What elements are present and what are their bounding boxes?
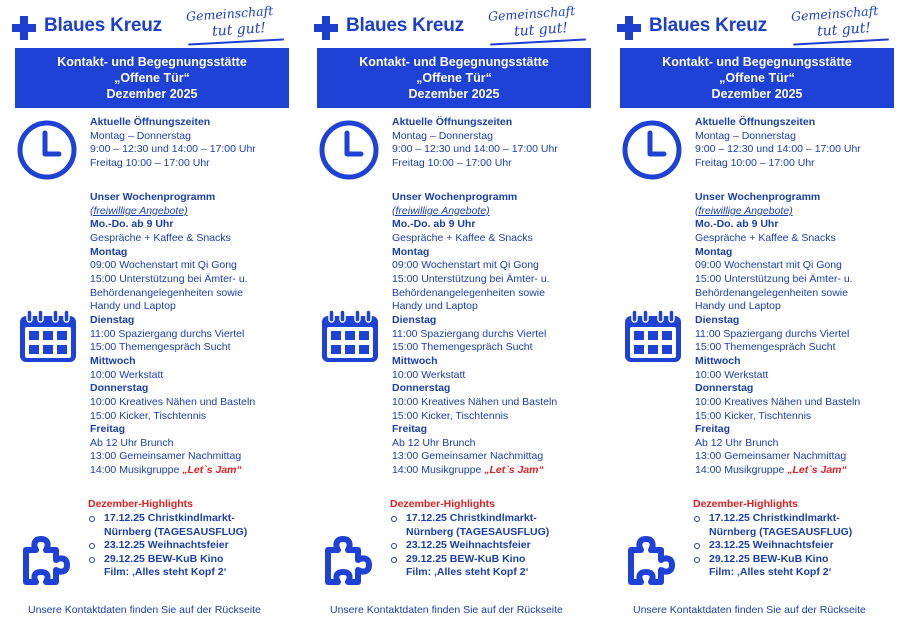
cross-logo-icon xyxy=(617,16,641,40)
program-day: Freitag xyxy=(695,423,731,436)
program-day: Donnerstag xyxy=(695,382,754,395)
program-item-music xyxy=(695,464,860,478)
bullet-circle-icon xyxy=(89,516,95,522)
program-item: 09:00 Wochenstart mit Qi Gong xyxy=(90,259,237,272)
slogan-underline xyxy=(793,38,889,45)
highlight-item xyxy=(390,553,549,580)
slogan-line2: tut gut! xyxy=(211,20,267,40)
clock-icon xyxy=(317,118,381,182)
flyer-panel-left xyxy=(0,0,300,623)
hours-line: Montag – Donnerstag xyxy=(90,129,191,142)
highlight-item xyxy=(88,512,247,539)
program-item: 10:00 Kreatives Nähen und Basteln xyxy=(392,395,558,408)
program-day: Mo.-Do. ab 9 Uhr xyxy=(392,218,476,231)
program-item: 15:00 Unterstützung bei Ämter- u. xyxy=(392,272,550,285)
highlight-line: Nürnberg (TAGESAUSFLUG) xyxy=(104,525,248,538)
program-item: 13:00 Gemeinsamer Nachmittag xyxy=(695,450,847,463)
highlights-list xyxy=(390,512,549,580)
program-block-5 xyxy=(90,423,255,478)
bullet-circle-icon xyxy=(694,516,700,522)
program-item: 15:00 Unterstützung bei Ämter- u. xyxy=(695,272,853,285)
highlight-line: 17.12.25 Christkindlmarkt- xyxy=(709,512,840,524)
music-prefix: 14:00 Musikgruppe xyxy=(695,464,788,477)
program-item: Behördenangelegenheiten sowie xyxy=(695,286,848,299)
highlight-item xyxy=(693,539,852,553)
program-item: 15:00 Themengespräch Sucht xyxy=(90,341,231,354)
highlights-list xyxy=(88,512,247,580)
program-block-4 xyxy=(392,382,557,423)
highlight-item xyxy=(390,512,549,539)
program-item: 10:00 Werkstatt xyxy=(392,368,466,381)
program-item: 15:00 Themengespräch Sucht xyxy=(695,341,836,354)
program-day: Mittwoch xyxy=(392,354,438,367)
program-item: Gespräche + Kaffee & Snacks xyxy=(90,231,231,244)
program-item: 10:00 Werkstatt xyxy=(695,368,769,381)
program-item: 15:00 Kicker, Tischtennis xyxy=(392,409,509,422)
program-block-1 xyxy=(90,246,255,314)
program-title: Unser Wochenprogramm xyxy=(695,191,821,203)
bullet-circle-icon xyxy=(89,543,95,549)
slogan-underline xyxy=(188,38,284,45)
flyer-panel-middle xyxy=(302,0,602,623)
program-item: 09:00 Wochenstart mit Qi Gong xyxy=(392,259,539,272)
music-prefix: 14:00 Musikgruppe xyxy=(392,464,485,477)
highlight-line: 29.12.25 BEW-KuB Kino xyxy=(406,552,526,565)
program-day: Montag xyxy=(695,245,733,258)
program-block-0 xyxy=(392,218,557,245)
banner-line2: „Offene Tür“ xyxy=(719,71,795,85)
hours-line: 9:00 – 12:30 und 14:00 – 17:00 Uhr xyxy=(392,143,558,156)
music-prefix: 14:00 Musikgruppe xyxy=(90,464,183,477)
program-item: 13:00 Gemeinsamer Nachmittag xyxy=(90,450,242,463)
program-item: Ab 12 Uhr Brunch xyxy=(90,436,174,449)
hours-title: Aktuelle Öffnungszeiten xyxy=(695,116,816,128)
lets-jam-highlight: „Let`s Jam“ xyxy=(787,464,847,477)
bullet-circle-icon xyxy=(391,557,397,563)
clock-icon xyxy=(15,118,79,182)
banner-line3: Dezember 2025 xyxy=(408,87,500,101)
banner-line2: „Offene Tür“ xyxy=(114,71,190,85)
program-block-3 xyxy=(392,355,557,382)
banner-line1: Kontakt- und Begegnungsstätte xyxy=(662,55,852,69)
slogan-line1: Gemeinschaft xyxy=(487,2,576,25)
title-banner xyxy=(620,48,894,108)
opening-hours xyxy=(392,116,558,170)
footer-note: Unsere Kontaktdaten finden Sie auf der Rückseite xyxy=(633,604,866,616)
hours-title: Aktuelle Öffnungszeiten xyxy=(90,116,211,128)
highlight-line: 23.12.25 Weihnachtsfeier xyxy=(406,539,531,552)
cross-logo-icon xyxy=(12,16,36,40)
program-block-0 xyxy=(695,218,860,245)
hours-line: Freitag 10:00 – 17:00 Uhr xyxy=(392,156,512,169)
bullet-circle-icon xyxy=(89,557,95,563)
program-title: Unser Wochenprogramm xyxy=(90,191,216,203)
brand-logo xyxy=(314,2,594,44)
program-block-3 xyxy=(90,355,255,382)
highlights-list xyxy=(693,512,852,580)
program-day: Freitag xyxy=(90,423,126,436)
program-item: Behördenangelegenheiten sowie xyxy=(392,286,545,299)
bullet-circle-icon xyxy=(694,557,700,563)
slogan-underline xyxy=(490,38,586,45)
slogan-line1: Gemeinschaft xyxy=(790,2,879,25)
puzzle-icon xyxy=(324,528,380,590)
program-item: Handy und Laptop xyxy=(695,300,781,313)
slogan-line2: tut gut! xyxy=(513,20,569,40)
highlight-line: 23.12.25 Weihnachtsfeier xyxy=(104,539,229,552)
banner-line1: Kontakt- und Begegnungsstätte xyxy=(359,55,549,69)
program-item-music xyxy=(392,464,557,478)
program-day: Freitag xyxy=(392,423,428,436)
program-item: 10:00 Werkstatt xyxy=(90,368,164,381)
program-block-1 xyxy=(695,246,860,314)
program-item: Handy und Laptop xyxy=(392,300,478,313)
highlight-line: Nürnberg (TAGESAUSFLUG) xyxy=(406,525,550,538)
program-item: Ab 12 Uhr Brunch xyxy=(695,436,779,449)
program-item: Ab 12 Uhr Brunch xyxy=(392,436,476,449)
program-day: Montag xyxy=(90,245,128,258)
brand-logo xyxy=(12,2,292,44)
highlights-title: Dezember-Highlights xyxy=(390,498,496,510)
program-item: 13:00 Gemeinsamer Nachmittag xyxy=(392,450,544,463)
program-block-3 xyxy=(695,355,860,382)
highlight-line: Nürnberg (TAGESAUSFLUG) xyxy=(709,525,853,538)
calendar-icon xyxy=(623,308,683,364)
program-block-2 xyxy=(695,314,860,355)
hours-line: 9:00 – 12:30 und 14:00 – 17:00 Uhr xyxy=(90,143,256,156)
hours-line: Freitag 10:00 – 17:00 Uhr xyxy=(695,156,815,169)
highlight-item xyxy=(693,553,852,580)
puzzle-icon xyxy=(22,528,78,590)
program-day: Donnerstag xyxy=(392,382,451,395)
highlights-title: Dezember-Highlights xyxy=(88,498,194,510)
program-item: Behördenangelegenheiten sowie xyxy=(90,286,243,299)
program-block-5 xyxy=(695,423,860,478)
title-banner xyxy=(15,48,289,108)
program-block-4 xyxy=(695,382,860,423)
program-day: Mo.-Do. ab 9 Uhr xyxy=(90,218,174,231)
weekly-program xyxy=(695,191,860,478)
title-banner xyxy=(317,48,591,108)
lets-jam-highlight: „Let`s Jam“ xyxy=(182,464,242,477)
bullet-circle-icon xyxy=(391,516,397,522)
highlight-item xyxy=(390,539,549,553)
program-item: 09:00 Wochenstart mit Qi Gong xyxy=(695,259,842,272)
program-item: Gespräche + Kaffee & Snacks xyxy=(695,231,836,244)
program-item: 11:00 Spaziergang durchs Viertel xyxy=(695,327,850,340)
highlight-line: 23.12.25 Weihnachtsfeier xyxy=(709,539,834,552)
program-day: Dienstag xyxy=(695,313,740,326)
brand-logo xyxy=(617,2,897,44)
opening-hours xyxy=(695,116,861,170)
highlight-line: Film: ‚Alles steht Kopf 2‘ xyxy=(709,566,832,579)
program-item: 10:00 Kreatives Nähen und Basteln xyxy=(695,395,861,408)
program-item: 15:00 Unterstützung bei Ämter- u. xyxy=(90,272,248,285)
brand-name: Blaues Kreuz xyxy=(44,15,162,36)
program-item: 15:00 Kicker, Tischtennis xyxy=(695,409,812,422)
program-item: 15:00 Themengespräch Sucht xyxy=(392,341,533,354)
program-item: 10:00 Kreatives Nähen und Basteln xyxy=(90,395,256,408)
banner-line3: Dezember 2025 xyxy=(711,87,803,101)
highlight-line: Film: ‚Alles steht Kopf 2‘ xyxy=(406,566,529,579)
program-item: 11:00 Spaziergang durchs Viertel xyxy=(90,327,245,340)
program-day: Mittwoch xyxy=(695,354,741,367)
highlight-item xyxy=(88,539,247,553)
hours-title: Aktuelle Öffnungszeiten xyxy=(392,116,513,128)
program-day: Mo.-Do. ab 9 Uhr xyxy=(695,218,779,231)
hours-line: 9:00 – 12:30 und 14:00 – 17:00 Uhr xyxy=(695,143,861,156)
program-block-0 xyxy=(90,218,255,245)
brand-name: Blaues Kreuz xyxy=(346,15,464,36)
program-day: Mittwoch xyxy=(90,354,136,367)
program-subtitle: (freiwillige Angebote) xyxy=(90,204,188,217)
highlight-line: 17.12.25 Christkindlmarkt- xyxy=(104,512,235,524)
flyer-panel-right xyxy=(605,0,900,623)
program-block-5 xyxy=(392,423,557,478)
hours-line: Montag – Donnerstag xyxy=(392,129,493,142)
banner-line1: Kontakt- und Begegnungsstätte xyxy=(57,55,247,69)
program-item: 15:00 Kicker, Tischtennis xyxy=(90,409,207,422)
highlight-item xyxy=(693,512,852,539)
program-day: Dienstag xyxy=(90,313,135,326)
program-item-music xyxy=(90,464,255,478)
slogan xyxy=(787,2,899,46)
footer-note: Unsere Kontaktdaten finden Sie auf der Rückseite xyxy=(28,604,261,616)
hours-line: Montag – Donnerstag xyxy=(695,129,796,142)
highlight-line: Film: ‚Alles steht Kopf 2‘ xyxy=(104,566,227,579)
calendar-icon xyxy=(18,308,78,364)
program-title: Unser Wochenprogramm xyxy=(392,191,518,203)
program-block-1 xyxy=(392,246,557,314)
program-day: Donnerstag xyxy=(90,382,149,395)
bullet-circle-icon xyxy=(391,543,397,549)
program-day: Dienstag xyxy=(392,313,437,326)
program-block-2 xyxy=(392,314,557,355)
highlight-item xyxy=(88,553,247,580)
weekly-program xyxy=(392,191,557,478)
footer-note: Unsere Kontaktdaten finden Sie auf der Rückseite xyxy=(330,604,563,616)
bullet-circle-icon xyxy=(694,543,700,549)
brand-name: Blaues Kreuz xyxy=(649,15,767,36)
hours-line: Freitag 10:00 – 17:00 Uhr xyxy=(90,156,210,169)
cross-logo-icon xyxy=(314,16,338,40)
program-subtitle: (freiwillige Angebote) xyxy=(695,204,793,217)
program-block-4 xyxy=(90,382,255,423)
program-item: 11:00 Spaziergang durchs Viertel xyxy=(392,327,547,340)
slogan-line1: Gemeinschaft xyxy=(185,2,274,25)
slogan-line2: tut gut! xyxy=(816,20,872,40)
highlight-line: 29.12.25 BEW-KuB Kino xyxy=(709,552,829,565)
program-item: Gespräche + Kaffee & Snacks xyxy=(392,231,533,244)
lets-jam-highlight: „Let`s Jam“ xyxy=(484,464,544,477)
slogan xyxy=(182,2,294,46)
banner-line3: Dezember 2025 xyxy=(106,87,198,101)
program-block-2 xyxy=(90,314,255,355)
puzzle-icon xyxy=(627,528,683,590)
program-item: Handy und Laptop xyxy=(90,300,176,313)
clock-icon xyxy=(620,118,684,182)
weekly-program xyxy=(90,191,255,478)
banner-line2: „Offene Tür“ xyxy=(416,71,492,85)
highlights-title: Dezember-Highlights xyxy=(693,498,799,510)
slogan xyxy=(484,2,596,46)
highlight-line: 17.12.25 Christkindlmarkt- xyxy=(406,512,537,524)
program-subtitle: (freiwillige Angebote) xyxy=(392,204,490,217)
program-day: Montag xyxy=(392,245,430,258)
calendar-icon xyxy=(320,308,380,364)
highlight-line: 29.12.25 BEW-KuB Kino xyxy=(104,552,224,565)
opening-hours xyxy=(90,116,256,170)
